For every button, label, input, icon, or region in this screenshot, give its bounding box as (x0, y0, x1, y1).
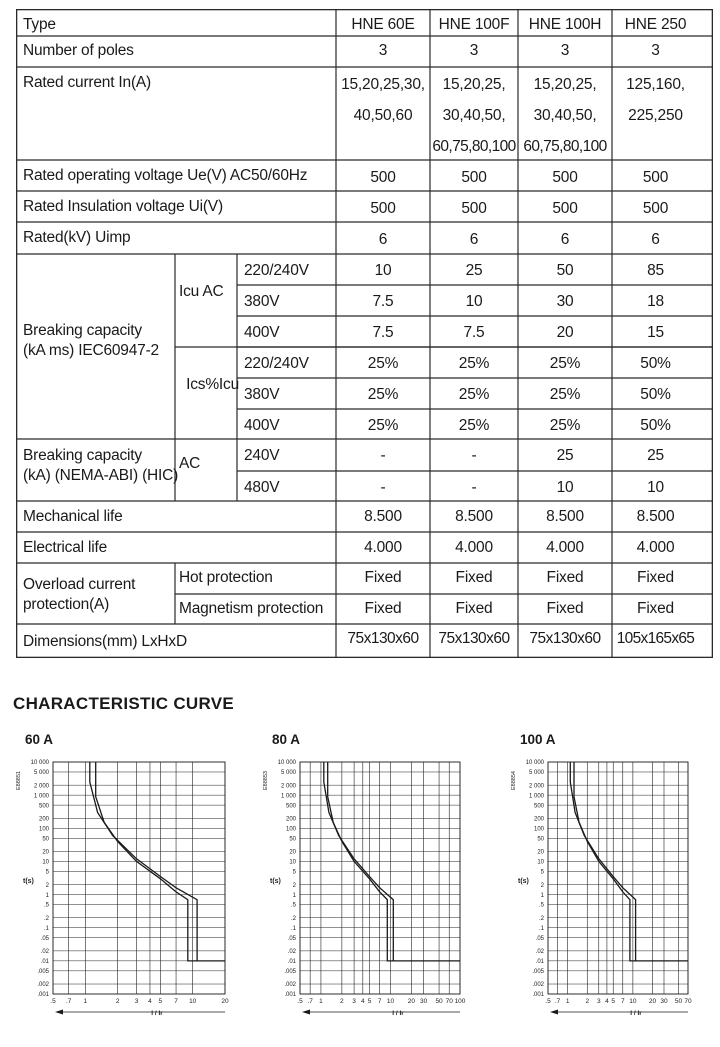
dimensions-value: 75x130x60 (529, 630, 601, 647)
hot-protection-label: Hot protection (179, 569, 273, 586)
y-tick-label: .5 (290, 902, 296, 909)
x-tick-label: 4 (605, 998, 609, 1005)
y-tick-label: 100 (38, 826, 49, 833)
voltage-label: 480V (244, 479, 280, 496)
magnetism-protection-value: Fixed (546, 600, 584, 617)
poles-value: 3 (651, 42, 660, 59)
rated-current-line: 15,20,25,30, (341, 76, 425, 93)
y-tick-label: 2 000 (280, 783, 296, 790)
breaking-capacity-value: 25% (367, 417, 399, 434)
x-tick-label: 5 (367, 998, 372, 1005)
nema-value: - (471, 479, 477, 496)
y-tick-label: 5 000 (33, 770, 49, 777)
breaking-nema-label-line: (kA) (NEMA-ABI) (HIC) (23, 467, 179, 484)
x-axis-label: I / Ir (392, 1010, 404, 1017)
nema-value: - (380, 447, 386, 464)
overload-label (16, 575, 183, 615)
y-tick-label: .02 (287, 949, 296, 956)
x-tick-label: 100 (454, 998, 466, 1005)
ui-value: 500 (461, 200, 487, 217)
breaking-capacity-value: 50% (640, 355, 671, 372)
x-tick-label: 20 (648, 998, 657, 1005)
hot-protection-value: Fixed (364, 569, 402, 586)
nema-value: - (471, 447, 477, 464)
y-tick-label: .002 (37, 982, 49, 989)
rated-current-label: Rated current In(A) (23, 74, 152, 91)
x-tick-label: .7 (307, 998, 313, 1005)
y-tick-label: .005 (284, 969, 296, 976)
hot-protection-value: Fixed (637, 569, 674, 586)
breaking-capacity-value: 50% (640, 386, 671, 403)
y-tick-label: .001 (532, 992, 544, 999)
trip-curve-chart (260, 732, 470, 1032)
ue-value: 500 (552, 169, 578, 186)
voltage-label: 220/240V (244, 355, 309, 372)
y-tick-label: 1 (45, 892, 49, 899)
breaking-capacity-value: 18 (647, 293, 664, 310)
x-tick-label: 70 (684, 998, 692, 1005)
plot-frame (548, 762, 688, 994)
y-tick-label: .02 (535, 949, 544, 956)
x-tick-label: 10 (189, 998, 197, 1005)
arrow-head-icon (302, 1010, 310, 1015)
y-tick-label: .1 (290, 925, 296, 932)
breaking-capacity-value: 25% (549, 355, 581, 372)
column-header-1: HNE 60E (351, 16, 415, 33)
ui-value: 500 (552, 200, 578, 217)
rated-current-line: 225,250 (628, 107, 683, 124)
rated-current-line: 15,20,25, (442, 76, 506, 93)
y-tick-label: .1 (538, 925, 544, 932)
y-tick-label: 10 (537, 859, 544, 866)
y-tick-label: 10 (289, 859, 296, 866)
y-tick-label: 2 (45, 882, 49, 889)
y-tick-label: 100 (533, 826, 544, 833)
overload-label-line: protection(A) (23, 596, 110, 613)
x-tick-label: 20 (407, 998, 416, 1005)
nema-value: - (380, 479, 386, 496)
rated-current-line: 40,50,60 (353, 107, 413, 124)
curve-panel-80a (260, 732, 470, 1032)
breaking-capacity-value: 30 (556, 293, 574, 310)
electrical-life-value: 4.000 (546, 539, 584, 556)
x-tick-label: 2 (115, 998, 120, 1005)
rated-current-line: 60,75,80,100 (523, 138, 607, 155)
y-tick-label: 20 (289, 849, 296, 856)
column-header-2: HNE 100F (438, 16, 510, 33)
breaking-capacity-value: 25% (458, 386, 490, 403)
x-tick-label: 2 (585, 998, 590, 1005)
y-tick-label: .5 (43, 902, 49, 909)
ue-label: Rated operating voltage Ue(V) AC50/60Hz (23, 167, 308, 184)
magnetism-protection-value: Fixed (364, 600, 402, 617)
x-tick-label: 50 (674, 998, 683, 1005)
rated-current-line: 125,160, (626, 76, 685, 93)
breaking-iec-label-line: (kA ms) IEC60947-2 (23, 342, 159, 359)
section-title: CHARACTERISTIC CURVE (13, 694, 235, 713)
breaking-capacity-value: 7.5 (372, 324, 394, 341)
y-tick-label: 1 000 (33, 793, 49, 800)
type-label: Type (23, 16, 56, 33)
nema-value: 10 (647, 479, 664, 496)
dimensions-value: 75x130x60 (438, 630, 510, 647)
breaking-capacity-value: 7.5 (463, 324, 485, 341)
nema-value: 25 (556, 447, 574, 464)
y-tick-label: .01 (40, 959, 49, 966)
y-tick-label: 5 (292, 869, 296, 876)
x-tick-label: 30 (660, 998, 668, 1005)
magnetism-protection-label: Magnetism protection (179, 600, 324, 617)
voltage-label: 400V (244, 324, 280, 341)
x-tick-label: 20 (221, 998, 229, 1005)
y-tick-label: 2 (540, 882, 544, 889)
x-tick-label: .5 (50, 998, 56, 1005)
y-tick-label: 100 (285, 826, 296, 833)
x-tick-label: 4 (360, 998, 365, 1005)
y-tick-label: 2 (292, 882, 296, 889)
ui-value: 500 (370, 200, 396, 217)
curve-panel-100a (508, 732, 720, 1032)
hot-protection-value: Fixed (546, 569, 584, 586)
magnetism-protection-value: Fixed (455, 600, 493, 617)
y-tick-label: 200 (533, 816, 544, 823)
y-tick-label: 200 (38, 816, 49, 823)
breaking-iec-label-line: Breaking capacity (23, 322, 142, 339)
x-tick-label: 7 (174, 998, 178, 1005)
breaking-nema-label-line: Breaking capacity (23, 447, 142, 464)
x-tick-label: 10 (629, 998, 637, 1005)
y-tick-label: 50 (42, 836, 49, 843)
ac-label: AC (179, 455, 201, 472)
plot-frame (53, 762, 225, 994)
breaking-capacity-value: 25% (549, 386, 581, 403)
y-tick-label: .2 (290, 915, 296, 922)
curve-title: 100 A (520, 732, 556, 747)
y-tick-label: 2 000 (528, 783, 544, 790)
breaking-capacity-value: 25% (367, 386, 399, 403)
arrow-head-icon (550, 1010, 558, 1015)
y-tick-label: 500 (285, 803, 296, 810)
voltage-label: 380V (244, 386, 280, 403)
x-tick-label: .7 (554, 998, 561, 1005)
electrical-life-value: 4.000 (455, 539, 493, 556)
y-axis-label: t(s) (518, 878, 529, 885)
breaking-capacity-value: 25 (465, 262, 483, 279)
y-tick-label: .001 (284, 992, 296, 999)
x-axis-label: I / Ir (151, 1010, 163, 1017)
y-tick-label: .02 (40, 949, 49, 956)
y-tick-label: .5 (538, 902, 544, 909)
x-tick-label: 4 (148, 998, 152, 1005)
y-tick-label: 5 (540, 869, 544, 876)
electrical-life-value: 4.000 (636, 539, 675, 556)
dimensions-value: 75x130x60 (347, 630, 419, 647)
breaking-capacity-value: 25% (458, 355, 490, 372)
electrical-life-value: 4.000 (364, 539, 402, 556)
x-tick-label: .7 (65, 998, 72, 1005)
voltage-label: 240V (244, 447, 280, 464)
y-tick-label: .01 (535, 959, 544, 966)
ui-label: Rated Insulation voltage Ui(V) (23, 198, 223, 215)
y-tick-label: .002 (532, 982, 544, 989)
x-tick-label: 7 (377, 998, 382, 1005)
figure-code: E88854 (511, 771, 517, 790)
y-tick-label: .01 (287, 959, 296, 966)
mechanical-life-value: 8.500 (364, 508, 402, 525)
nema-value: 10 (556, 479, 574, 496)
x-tick-label: .5 (297, 998, 303, 1005)
y-tick-label: 2 000 (33, 783, 49, 790)
y-tick-label: 500 (533, 803, 544, 810)
electrical-life-label: Electrical life (23, 539, 107, 556)
figure-code: E88851 (16, 771, 22, 790)
ui-value: 500 (642, 200, 669, 217)
y-tick-label: .2 (538, 915, 544, 922)
x-tick-label: 7 (620, 998, 625, 1005)
y-tick-label: 10 000 (30, 760, 49, 767)
plot-frame (300, 762, 460, 994)
overload-label-line: Overload current (23, 576, 136, 593)
column-header-3: HNE 100H (528, 16, 602, 33)
ue-value: 500 (370, 169, 396, 186)
poles-value: 3 (469, 42, 479, 59)
poles-label: Number of poles (23, 42, 134, 59)
y-tick-label: 5 (45, 869, 49, 876)
y-tick-label: 5 000 (280, 770, 296, 777)
breaking-capacity-value: 10 (374, 262, 392, 279)
curve-title: 60 A (25, 732, 54, 747)
ue-value: 500 (642, 169, 669, 186)
y-tick-label: .05 (287, 935, 296, 942)
uimp-value: 6 (469, 231, 479, 248)
x-tick-label: 1 (319, 998, 323, 1005)
y-tick-label: .1 (43, 925, 49, 932)
y-tick-label: 10 (42, 859, 49, 866)
y-tick-label: 50 (537, 836, 544, 843)
y-tick-label: .005 (37, 969, 49, 976)
icu-ac-label: Icu AC (179, 283, 224, 300)
x-tick-label: 1 (83, 998, 88, 1005)
uimp-label: Rated(kV) Uimp (23, 229, 131, 246)
breaking-capacity-value: 85 (647, 262, 664, 279)
x-tick-label: 10 (386, 998, 395, 1005)
y-tick-label: 20 (537, 849, 544, 856)
x-tick-label: .5 (545, 998, 551, 1005)
breaking-capacity-value: 25% (367, 355, 399, 372)
y-tick-label: .05 (535, 935, 544, 942)
breaking-capacity-value: 50% (640, 417, 671, 434)
x-tick-label: 70 (445, 998, 453, 1005)
x-tick-label: 5 (611, 998, 616, 1005)
trip-curve-chart (508, 732, 720, 1032)
voltage-label: 400V (244, 417, 280, 434)
dimensions-label: Dimensions(mm) LxHxD (23, 633, 187, 650)
y-tick-label: 1 000 (528, 793, 544, 800)
magnetism-protection-value: Fixed (637, 600, 674, 617)
y-axis-label: t(s) (270, 878, 281, 885)
x-tick-label: 3 (596, 998, 601, 1005)
hot-protection-value: Fixed (455, 569, 493, 586)
y-tick-label: 20 (42, 849, 49, 856)
rated-current-line: 30,40,50, (533, 107, 597, 124)
y-tick-label: 10 000 (525, 760, 544, 767)
voltage-label: 220/240V (244, 262, 309, 279)
dimensions-value: 105x165x65 (616, 630, 695, 647)
x-tick-label: 30 (420, 998, 428, 1005)
mechanical-life-label: Mechanical life (23, 508, 123, 525)
y-tick-label: 500 (38, 803, 49, 810)
y-tick-label: 1 (540, 892, 544, 899)
trip-curve-chart (13, 732, 238, 1032)
column-header-4: HNE 250 (624, 16, 687, 33)
voltage-label: 380V (244, 293, 280, 310)
breaking-capacity-value: 50 (556, 262, 574, 279)
rated-current-line: 60,75,80,100 (432, 138, 516, 155)
breaking-capacity-value: 7.5 (372, 293, 394, 310)
y-tick-label: .002 (284, 982, 296, 989)
x-tick-label: 50 (435, 998, 443, 1005)
poles-value: 3 (560, 42, 570, 59)
y-tick-label: .001 (37, 992, 49, 999)
y-tick-label: .005 (532, 969, 544, 976)
x-tick-label: 2 (340, 998, 344, 1005)
rated-current-line: 30,40,50, (442, 107, 506, 124)
breaking-capacity-value: 20 (556, 324, 574, 341)
mechanical-life-value: 8.500 (546, 508, 584, 525)
y-tick-label: 5 000 (528, 770, 544, 777)
breaking-capacity-value: 10 (465, 293, 483, 310)
x-tick-label: 3 (134, 998, 139, 1005)
curve-panel-60a (13, 732, 238, 1032)
mechanical-life-value: 8.500 (455, 508, 493, 525)
y-tick-label: 200 (285, 816, 296, 823)
breaking-nema-label (16, 446, 183, 486)
arrow-head-icon (55, 1010, 63, 1015)
uimp-value: 6 (560, 231, 570, 248)
uimp-value: 6 (378, 231, 388, 248)
breaking-capacity-value: 25% (458, 417, 490, 434)
breaking-iec-label (16, 321, 183, 361)
y-tick-label: 50 (289, 836, 296, 843)
y-axis-label: t(s) (23, 878, 34, 885)
specification-table (16, 9, 713, 658)
breaking-capacity-value: 15 (647, 324, 664, 341)
x-tick-label: 5 (158, 998, 163, 1005)
figure-code: E88853 (263, 771, 269, 790)
y-tick-label: .05 (40, 935, 49, 942)
rated-current-line: 15,20,25, (533, 76, 597, 93)
ics-icu-label: Ics%Icu (186, 376, 239, 393)
poles-value: 3 (378, 42, 388, 59)
ue-value: 500 (461, 169, 487, 186)
uimp-value: 6 (651, 231, 660, 248)
nema-value: 25 (647, 447, 664, 464)
breaking-capacity-value: 25% (549, 417, 581, 434)
x-tick-label: 1 (565, 998, 570, 1005)
curve-title: 80 A (272, 732, 301, 747)
y-tick-label: 1 000 (280, 793, 296, 800)
x-axis-label: I / Ir (630, 1010, 642, 1017)
x-tick-label: 3 (352, 998, 356, 1005)
mechanical-life-value: 8.500 (636, 508, 675, 525)
y-tick-label: 10 000 (277, 760, 296, 767)
y-tick-label: .2 (43, 915, 49, 922)
y-tick-label: 1 (292, 892, 296, 899)
